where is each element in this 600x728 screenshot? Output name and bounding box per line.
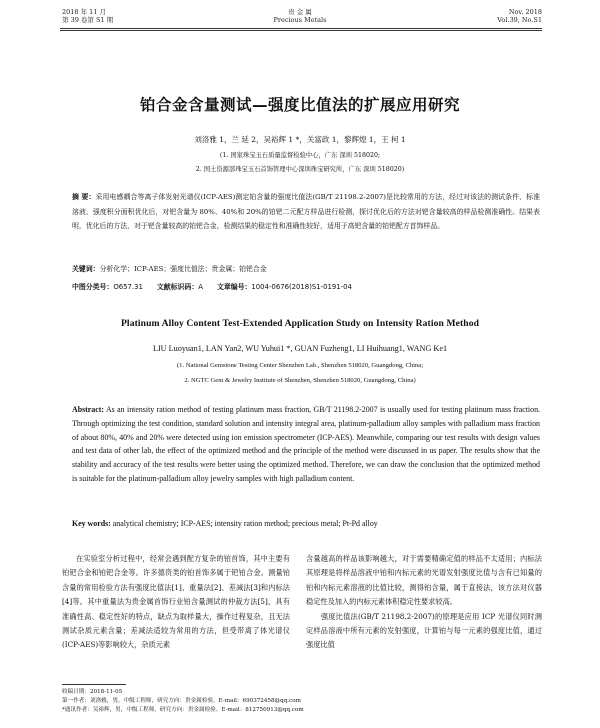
abstract-en — [72, 403, 540, 486]
keywords-en-label: Key words: — [72, 519, 111, 528]
abstract-cn-text: 采用电感耦合等离子体发射光谱仪(ICP-AES)测定铂含量的强度比值法(GB/T 21198.2-2007)是比较常用的方法，经过对该法的测试条件、标准溶液、强度积分面积优化后，对钯含量为 80%、40%和 20%的铂钯二元配方样品进行检测，探讨优化后的方法对钯含量较高的样品检测准确性。结果表明，优化后的方法，对于钯含量较高的铂钯合金，检测结果的稳定性和准确性较好，适用于高钯含量的铂钯配方首饰样品。 — [72, 193, 541, 231]
authors-cn: 刘洛雅 1，兰 延 2，吴裕辉 1 *，关富政 1，黎辉煌 1，王 柯 1 — [194, 135, 406, 144]
keywords-cn-label: 关键词： — [72, 265, 100, 273]
header-date-en: Nov. 2018 — [508, 8, 542, 16]
footnote-received: 收稿日期：2018-11-05 — [62, 689, 123, 695]
abstract-cn — [72, 190, 540, 234]
abstract-en-label: Abstract: — [72, 405, 104, 414]
paper-title-en: Platinum Alloy Content Test-Extended Application Study on Intensity Ration Method — [120, 318, 480, 329]
paper-title-cn: 铂合金含量测试—强度比值法的扩展应用研究 — [139, 96, 460, 114]
authors-en: LIU Luoyuan1, LAN Yan2, WU Yuhui1 *, GUAN Fuzheng1, LI Huihuang1, WANG Ke1 — [152, 344, 448, 353]
keywords-cn-text: 分析化学；ICP-AES；强度比值法；贵金属；铂钯合金 — [99, 265, 267, 273]
classification-row — [72, 281, 352, 291]
affiliation-en-1: (1. National Gemstone Testing Center Shenzhen Lab., Shenzhen 518020, Guangdong, China; — [176, 362, 424, 369]
keywords-cn — [72, 264, 540, 274]
header-rule-thin — [60, 30, 542, 31]
body-column-right: 含量越高的样品该影响越大，对于需要精确定值的样品不太适用；内标法其原理是将样品溶液中铂和内标元素的光谱发射强度比值与含有已知量的铂和内标元素溶液的比值比较，测得铂含量，属于直接法，该方法对仪器稳定性及加入的内标元素体积稳定性要求较高。 强度比值法(GB/T 21198.2-2007)的原理是应用 ICP 光谱仪同时测定样品溶液中所有元素的发射强度，计算铂与每一元素的强度比值，通过强度比值 — [306, 554, 542, 650]
doc-code-value: A — [198, 283, 203, 291]
header-volume-cn: 第 39 卷第 S1 期 — [62, 16, 114, 24]
footnote-first-author: 第一作者：刘洛雅，男，中级工程师，研究方向：贵金属检验。E-mail：690372458@qq.com — [62, 698, 301, 704]
journal-name-cn: 贵 金 属 — [288, 8, 312, 16]
header-rule — [60, 28, 542, 29]
journal-name-en: Precious Metals — [273, 16, 327, 24]
affiliation-cn-1: (1. 国家珠宝玉石质量监督检验中心，广东 深圳 518020; — [219, 152, 381, 159]
header-date-cn: 2018 年 11 月 — [62, 8, 107, 16]
footnote-corresponding-author: *通讯作者：吴裕辉，男，中级工程师，研究方向：贵金属检验。E-mail：812750913@qq.com — [62, 707, 304, 713]
abstract-en-text: As an intensity ration method of testing platinum mass fraction, GB/T 21198.2-2007 is usually used for testing platinum mass fraction. Through optimizing the test condition, standard solution and intensity integral area, platinum-palladium alloy samples with palladium mass fraction of about 80%, 40% and 20% were detected using ion emission spectrometer (ICP-AES). Meanwhile, comparing our test results with design values and test data of other lab, the effect of the optimized method and the principle of the method were discussed in us paper. The results show that the stability and accuracy of the test results were better using the optimized method. Therefore, we can draw the conclusion that the optimized method is suitable for the platinum-palladium alloy jewelry samples with high palladium content. — [72, 405, 540, 483]
article-no-label: 文章编号： — [216, 283, 252, 291]
header-volume-en: Vol.39, No.S1 — [497, 16, 542, 24]
body-column-left: 在实验室分析过程中，经常会遇到配方复杂的铂首饰，其中主要有铂钯合金和铂钯合金等。许多德资类的铂首饰多属于钯铂合金。测量铂含量的常用检验方法有强度比值法[1]、重量法[2]、差减法[3]和内标法[4]等。其中重量法为贵金属首饰行业铂含量测试的仲裁方法[5]，具有准确性高、稳定性好的特点，缺点为取样量大，操作过程复杂，且无法测试杂质元素含量；差减法适较为常用的方法，但受带离了体光谱仪(ICP-AES)等影响较大，杂质元素 — [62, 554, 290, 650]
affiliation-en-2: 2. NGTC Gem & Jewelry Institute of Shenzhen, Shenzhen 518020, Guangdong, China) — [184, 377, 416, 384]
affiliation-cn-2: 2. 国土资源部珠宝玉石首饰管理中心深圳珠宝研究所，广东 深圳 518020) — [195, 166, 405, 173]
keywords-en — [72, 519, 540, 528]
clc-value: O657.31 — [113, 283, 143, 291]
article-no-value: 1004-0676(2018)S1-0191-04 — [251, 283, 352, 291]
doc-code-label: 文献标识码： — [156, 283, 199, 291]
running-header-right — [497, 8, 542, 24]
keywords-en-text: analytical chemistry; ICP-AES; intensity ration method; precious metal; Pt-Pd alloy — [112, 519, 378, 528]
clc-label: 中图分类号： — [72, 283, 114, 291]
abstract-cn-label: 摘 要： — [72, 193, 96, 201]
footnote-rule — [62, 684, 126, 685]
